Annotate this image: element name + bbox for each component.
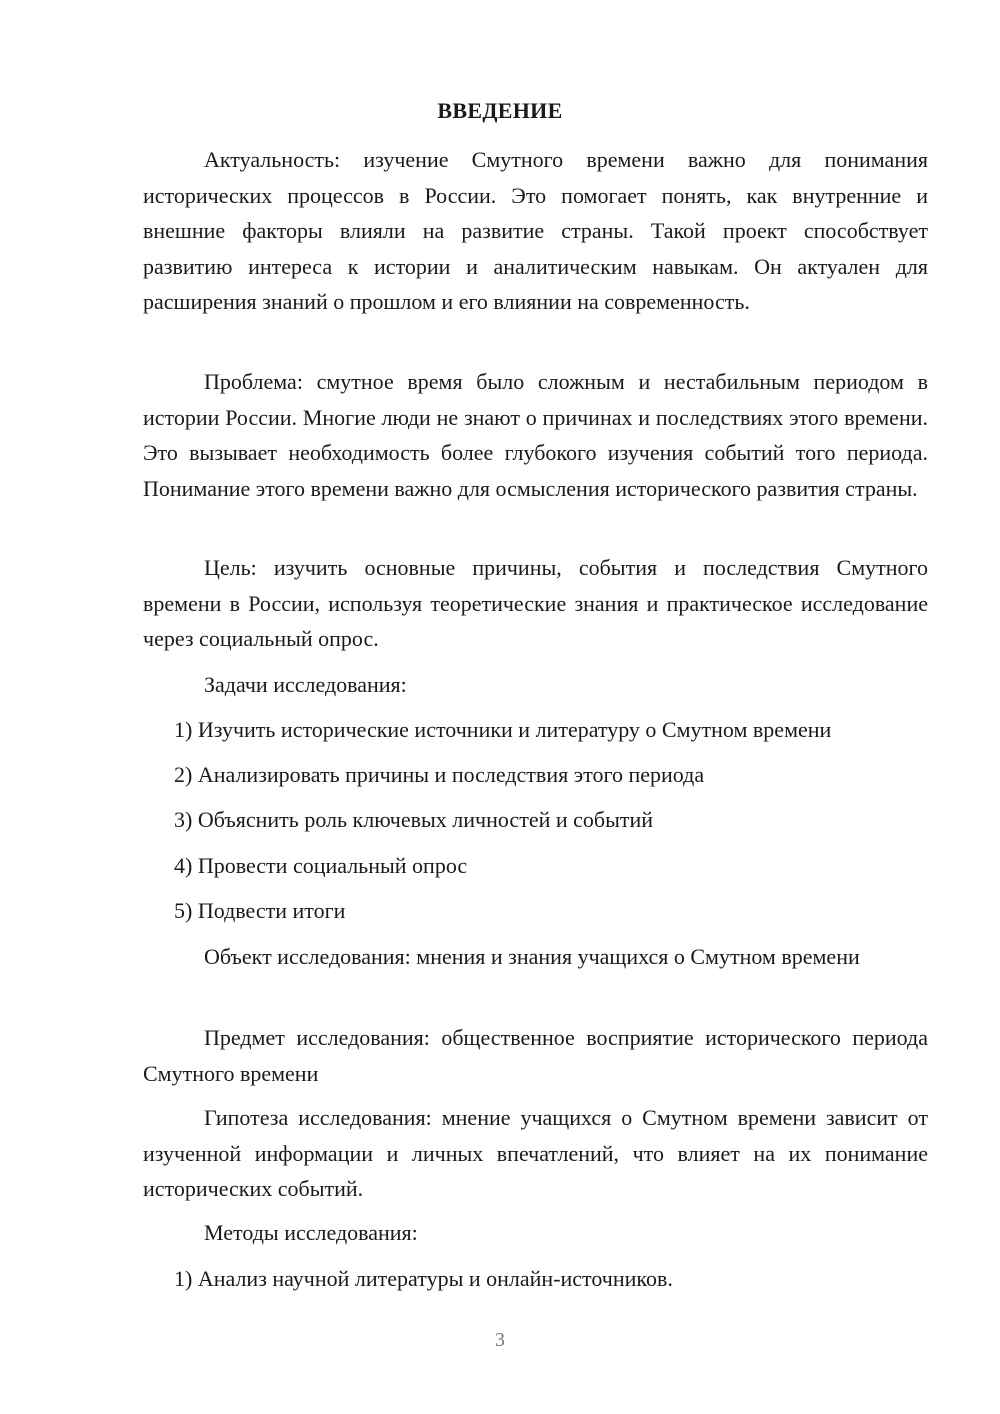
- object-paragraph: Объект исследования: мнения и знания учащихся о Смутном времени: [204, 944, 860, 969]
- task-item: 4) Провести социальный опрос: [174, 853, 468, 878]
- task-item: 2) Анализировать причины и последствия этого периода: [174, 762, 705, 787]
- method-item: 1) Анализ научной литературы и онлайн-источников.: [174, 1266, 673, 1291]
- hypothesis-paragraph: Гипотеза исследования: мнение учащихся о Смутном времени зависит от изученной информации и личных впечатлений, что влияет на их понимание исторических событий.: [143, 1105, 928, 1201]
- tasks-heading: Задачи исследования:: [204, 672, 407, 697]
- subject-paragraph: Предмет исследования: общественное восприятие исторического периода Смутного времени: [143, 1025, 928, 1086]
- task-item: 5) Подвести итоги: [174, 898, 346, 923]
- page-number: 3: [495, 1329, 505, 1351]
- task-item: 3) Объяснить роль ключевых личностей и событий: [174, 807, 654, 832]
- page-title: ВВЕДЕНИЕ: [437, 98, 563, 123]
- relevance-paragraph: Актуальность: изучение Смутного времени важно для понимания исторических процессов в России. Это помогает понять, как внутренние и внешние факторы влияли на развитие страны. Такой проект способствует развитию интереса к истории и аналитическим навыкам. Он актуален для расширения знаний о прошлом и его влиянии на современность.: [143, 147, 928, 314]
- task-item: 1) Изучить исторические источники и литературу о Смутном времени: [174, 717, 832, 742]
- problem-paragraph: Проблема: смутное время было сложным и нестабильным периодом в истории России. Многие люди не знают о причинах и последствиях этого времени. Это вызывает необходимость более глубокого изучения событий того периода. Понимание этого времени важно для осмысления исторического развития страны.: [143, 369, 928, 501]
- goal-paragraph: Цель: изучить основные причины, события и последствия Смутного времени в России, используя теоретические знания и практическое исследование через социальный опрос.: [143, 555, 928, 651]
- methods-heading: Методы исследования:: [204, 1220, 418, 1245]
